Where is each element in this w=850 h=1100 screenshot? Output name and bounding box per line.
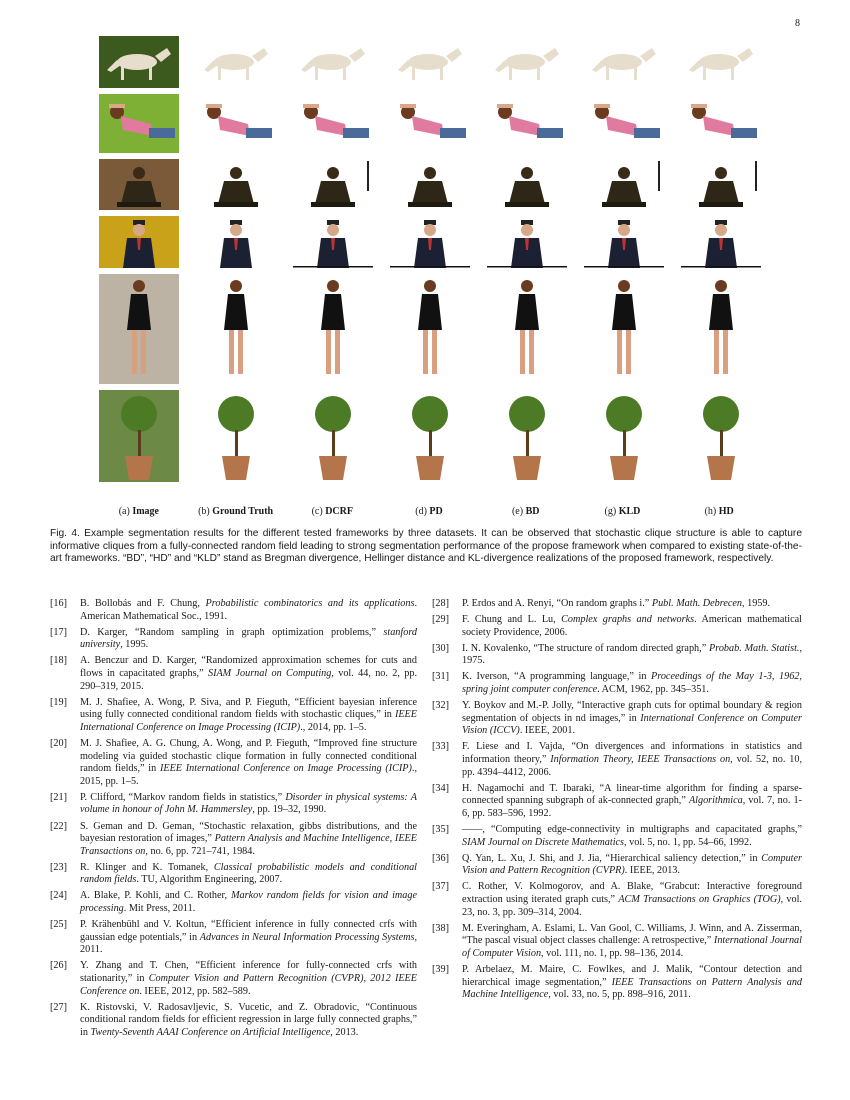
reference-number: [33] [432, 741, 449, 753]
reference-text: ——, “Computing edge-connectivity in multigraphs and capacitated graphs,” SIAM Journal on Discrete Mathematics, vol. 5, no. 1, pp. 54–66, 1992. [462, 824, 802, 848]
segmentation-mask [487, 390, 567, 482]
segmentation-mask [390, 159, 470, 210]
segmentation-mask [390, 36, 470, 88]
reference-number: [38] [432, 922, 449, 934]
reference-text: A. Benczur and D. Karger, “Randomized approximation schemes for cuts and flows in capacitated graphs,” SIAM Journal on Computing, vol. 44, no. 2, pp. 290–319, 2015. [80, 655, 417, 692]
reference-number: [18] [50, 655, 67, 667]
reference-number: [16] [50, 598, 67, 609]
segmentation-mask [681, 94, 761, 153]
reference-text: K. Ristovski, V. Radosavljevic, S. Vucetic, and Z. Obradovic, “Continuous conditional random fields for efficient regression in large fully connected graphs,” in Twenty-Seventh AAAI Conference on Artificial Intelligence, 2013. [80, 1001, 417, 1038]
segmentation-figure [99, 36, 759, 488]
segmentation-mask [584, 274, 664, 384]
reference-entry [50, 862, 417, 887]
column-caption [292, 506, 372, 517]
reference-number: [26] [50, 960, 67, 972]
segmentation-mask [390, 390, 470, 482]
segmentation-mask [196, 274, 276, 384]
segmentation-mask [196, 94, 276, 153]
reference-entry [432, 643, 802, 668]
reference-number: [24] [50, 890, 67, 902]
segmentation-mask [487, 216, 567, 268]
segmentation-mask [293, 159, 373, 210]
caption-label: DCRF [325, 506, 353, 517]
reference-entry [432, 923, 802, 961]
reference-text: P. Erdos and A. Renyi, “On random graphs i.” Publ. Math. Debrecen, 1959. [462, 598, 771, 609]
reference-entry [432, 964, 802, 1002]
reference-text: Q. Yan, L. Xu, J. Shi, and J. Jia, “Hierarchical saliency detection,” in Computer Vision and Pattern Recognition (CVPR). IEEE, 2013. [462, 852, 802, 877]
reference-number: [37] [432, 881, 449, 893]
segmentation-mask [584, 36, 664, 88]
references-left-column [50, 598, 417, 1043]
caption-prefix: (d) [415, 506, 430, 517]
reference-number: [36] [432, 852, 449, 864]
reference-number: [32] [432, 700, 449, 712]
segmentation-mask [390, 94, 470, 153]
input-image [99, 274, 179, 384]
segmentation-mask [196, 159, 276, 210]
segmentation-mask [487, 94, 567, 153]
caption-label: KLD [618, 506, 641, 517]
reference-entry [50, 919, 417, 957]
caption-label: Image [132, 506, 159, 517]
input-image [99, 216, 179, 268]
caption-prefix: (c) [311, 506, 326, 517]
page-number: 8 [795, 18, 800, 29]
reference-number: [25] [50, 919, 67, 931]
reference-text: M. Everingham, A. Eslami, L. Van Gool, C. Williams, J. Winn, and A. Zisserman, “The pascal visual object classes challenge: A retrospective,” International Journal of Computer Vision, vol. 111, no. 1, pp. 98–136, 2014. [462, 922, 802, 959]
reference-text: S. Geman and D. Geman, “Stochastic relaxation, gibbs distributions, and the bayesian restoration of images,” Pattern Analysis and Machine Intelligence, IEEE Transactions on, no. 6, pp. 721–741, 1984. [80, 820, 417, 857]
segmentation-mask [293, 36, 373, 88]
reference-entry [50, 655, 417, 693]
reference-text: M. J. Shafiee, A. G. Chung, A. Wong, and P. Fieguth, “Improved fine structure modeling via guided stochastic clique formation in fully connected conditional random fields,” in IEEE International Conference on Image Processing (ICIP)., 2015, pp. 1–5. [80, 737, 418, 787]
reference-text: Y. Zhang and T. Chen, “Efficient inference for fully-connected crfs with stationarity,” in Computer Vision and Pattern Recognition (CVPR), 2012 IEEE Conference on. IEEE, 2012, pp. 582–589. [80, 960, 418, 997]
caption-prefix: (e) [511, 506, 526, 517]
caption-prefix: (a) [118, 506, 133, 517]
reference-number: [20] [50, 737, 67, 749]
column-caption [389, 506, 469, 517]
reference-number: [17] [50, 626, 67, 638]
reference-entry [50, 598, 417, 623]
reference-number: [21] [50, 791, 67, 803]
column-caption [486, 506, 566, 517]
caption-label: BD [525, 506, 540, 517]
reference-text: F. Chung and L. Lu, Complex graphs and networks. American mathematical society Providence, 2006. [462, 614, 802, 638]
segmentation-mask [584, 94, 664, 153]
reference-number: [35] [432, 824, 449, 835]
reference-text: B. Bollobás and F. Chung, Probabilistic combinatorics and its applications. American Mathematical Soc., 1991. [80, 598, 418, 622]
reference-entry [50, 792, 417, 817]
figure-row-seated-statue [99, 159, 759, 210]
segmentation-mask [293, 274, 373, 384]
caption-prefix: (b) [198, 506, 213, 517]
segmentation-mask [487, 274, 567, 384]
reference-entry [432, 671, 802, 696]
reference-entry [50, 697, 417, 735]
figure-row-woman-grass [99, 94, 759, 153]
references-right-column [432, 598, 802, 1005]
segmentation-mask [293, 94, 373, 153]
figure-row-woman-black-dress [99, 274, 759, 384]
reference-text: K. Iverson, “A programming language,” in Proceedings of the May 1-3, 1962, spring joint computer conference. ACM, 1962, pp. 345–351. [462, 671, 802, 696]
segmentation-mask [196, 216, 276, 268]
reference-entry [432, 700, 802, 738]
column-caption [99, 506, 179, 517]
column-caption [583, 506, 663, 517]
reference-text: H. Nagamochi and T. Ibaraki, “A linear-time algorithm for finding a sparse-connected spanning subgraph of ak-connected graph,” Algorithmica, vol. 7, no. 1-6, pp. 583–596, 1992. [462, 782, 802, 819]
segmentation-mask [681, 159, 761, 210]
reference-text: P. Krähenbühl and V. Koltun, “Efficient inference in fully connected crfs with gaussian edge potentials,” in Advances in Neural Information Processing Systems, 2011. [80, 919, 417, 956]
reference-number: [39] [432, 963, 449, 975]
reference-text: M. J. Shafiee, A. Wong, P. Siva, and P. Fieguth, “Efficient bayesian inference using fully connected conditional random fields with stochastic cliques,” in IEEE International Conference on Image Processing (ICIP)., 2014, pp. 1–5. [80, 696, 417, 733]
column-caption [196, 506, 276, 517]
caption-label: HD [718, 506, 734, 517]
segmentation-mask [681, 390, 761, 482]
reference-entry [432, 598, 802, 611]
caption-label: PD [429, 506, 443, 517]
segmentation-mask [293, 216, 373, 268]
reference-entry [50, 960, 417, 998]
reference-text: I. N. Kovalenko, “The structure of random directed graph,” Probab. Math. Statist., 1975. [462, 642, 802, 667]
reference-text: P. Arbelaez, M. Maire, C. Fowlkes, and J. Malik, “Contour detection and hierarchical image segmentation,” IEEE Transactions on Pattern Analysis and Machine Intelligence, vol. 33, no. 5, pp. 898–916, 2011. [462, 963, 803, 1001]
reference-entry [432, 824, 802, 849]
reference-text: A. Blake, P. Kohli, and C. Rother, Markov random fields for vision and image processing. Mit Press, 2011. [80, 890, 417, 915]
reference-number: [31] [432, 671, 449, 683]
reference-entry [50, 821, 417, 859]
input-image [99, 36, 179, 88]
caption-label: Ground Truth [212, 506, 274, 517]
figure-row-man-lanterns [99, 216, 759, 268]
segmentation-mask [681, 274, 761, 384]
reference-entry [432, 741, 802, 779]
reference-text: Y. Boykov and M.-P. Jolly, “Interactive graph cuts for optimal boundary & region segmentation of objects in nd images,” in International Conference on Computer Vision (ICCV). IEEE, 2001. [462, 700, 803, 737]
reference-number: [34] [432, 782, 449, 794]
reference-number: [27] [50, 1001, 67, 1013]
segmentation-mask [487, 36, 567, 88]
segmentation-mask [196, 390, 276, 482]
reference-text: P. Clifford, “Markov random fields in statistics,” Disorder in physical systems: A volume in honour of John M. Hammersley, pp. 19–32, 1990. [80, 791, 417, 816]
reference-number: [28] [432, 598, 449, 609]
reference-entry [50, 627, 417, 652]
segmentation-mask [584, 216, 664, 268]
segmentation-mask [196, 36, 276, 88]
reference-entry [50, 890, 417, 915]
reference-entry [50, 1002, 417, 1040]
segmentation-mask [293, 390, 373, 482]
segmentation-mask [390, 216, 470, 268]
reference-entry [432, 783, 802, 821]
figure-caption: Fig. 4. Example segmentation results for the different tested frameworks by three datasets. It can be observed that stochastic clique structure is able to capture informative cliques from a fully-connected random field leading to strong segmentation performance of the propose framework when compared to existing state-of-the-art frameworks. “BD”, “HD” and “KLD” stand as Bregman divergence, Hellinger distance and KL-divergence realizations of the proposed framework, respectively. [50, 528, 802, 565]
figure-row-wolf [99, 36, 759, 88]
caption-prefix: (g) [604, 506, 619, 517]
input-image [99, 390, 179, 482]
reference-text: F. Liese and I. Vajda, “On divergences and informations in statistics and information theory,” Information Theory, IEEE Transactions on, vol. 52, no. 10, pp. 4394–4412, 2006. [462, 741, 802, 778]
segmentation-mask [681, 216, 761, 268]
column-caption [679, 506, 759, 517]
reference-number: [30] [432, 642, 449, 654]
reference-entry [50, 738, 417, 788]
reference-text: C. Rother, V. Kolmogorov, and A. Blake, “Grabcut: Interactive foreground extraction using iterated graph cuts,” ACM Transactions on Graphics (TOG), vol. 23, no. 3, pp. 309–314, 2004. [462, 881, 802, 918]
input-image [99, 159, 179, 210]
reference-entry [432, 853, 802, 878]
reference-number: [29] [432, 614, 449, 626]
reference-entry [432, 614, 802, 639]
reference-entry [432, 881, 802, 919]
segmentation-mask [584, 390, 664, 482]
reference-text: R. Klinger and K. Tomanek, Classical probabilistic models and conditional random fields. TU, Algorithm Engineering, 2007. [80, 861, 418, 886]
reference-number: [22] [50, 820, 67, 832]
segmentation-mask [584, 159, 664, 210]
segmentation-mask [390, 274, 470, 384]
reference-text: D. Karger, “Random sampling in graph optimization problems,” stanford university, 1995. [80, 626, 417, 651]
figure-row-potted-tree [99, 390, 759, 482]
segmentation-mask [681, 36, 761, 88]
figure-column-captions [99, 506, 759, 517]
reference-number: [19] [50, 696, 67, 708]
reference-number: [23] [50, 861, 67, 873]
segmentation-mask [487, 159, 567, 210]
input-image [99, 94, 179, 153]
caption-prefix: (h) [704, 506, 719, 517]
